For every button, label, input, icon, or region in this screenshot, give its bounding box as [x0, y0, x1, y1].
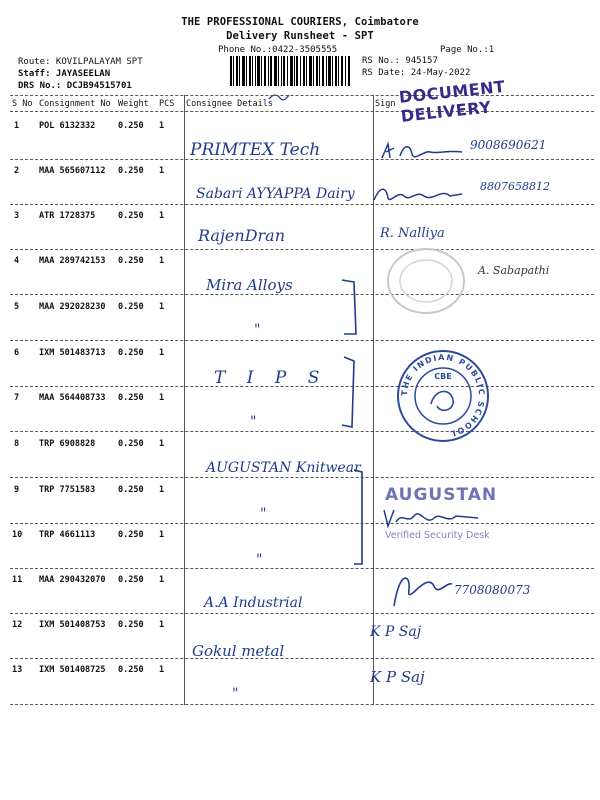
col-sign: Sign — [375, 99, 396, 109]
col-consignment: Consignment No — [39, 99, 111, 109]
col-consignee: Consignee Details — [186, 99, 273, 109]
signature-11 — [390, 572, 454, 612]
row-sno: 3 — [14, 211, 20, 221]
row-weight: 0.250 — [118, 620, 144, 630]
signature-4: A. Sabapathi — [478, 264, 550, 277]
row-sno: 12 — [12, 620, 23, 630]
row-pcs: 1 — [159, 575, 165, 585]
row-weight: 0.250 — [118, 121, 144, 131]
row-weight: 0.250 — [118, 256, 144, 266]
handwritten-consignee-4: Mira Alloys — [206, 276, 293, 294]
row-rule — [10, 340, 594, 341]
col-pcs: PCS — [159, 99, 175, 109]
faint-round-stamp — [385, 246, 467, 316]
phone-number: Phone No.:0422-3505555 — [218, 45, 338, 55]
row-pcs: 1 — [159, 348, 165, 358]
row-weight: 0.250 — [118, 665, 144, 675]
row-consignment: MAA 565607112 — [39, 166, 106, 176]
row-pcs: 1 — [159, 530, 165, 540]
row-weight: 0.250 — [118, 485, 144, 495]
row-sno: 6 — [14, 348, 20, 358]
row-rule — [10, 431, 594, 432]
row-pcs: 1 — [159, 393, 165, 403]
handwritten-consignee-3: RajenDran — [198, 226, 286, 245]
row-sno: 9 — [14, 485, 20, 495]
row-weight: 0.250 — [118, 575, 144, 585]
row-rule — [10, 477, 594, 478]
row-sno: 4 — [14, 256, 20, 266]
augustan-stamp: AUGUSTAN — [385, 485, 498, 505]
company-title: THE PROFESSIONAL COURIERS, Coimbatore — [181, 16, 419, 28]
page-number: Page No.:1 — [440, 45, 495, 55]
row-consignment: IXM 501483713 — [39, 348, 106, 358]
row-pcs: 1 — [159, 439, 165, 449]
document-delivery-stamp: DOCUMENT DELIVERY — [398, 76, 507, 126]
drs-number: DRS No.: DCJB94515701 — [18, 81, 132, 91]
row-consignment: POL 6132332 — [39, 121, 96, 131]
school-seal-code: CBE — [434, 372, 452, 381]
ditto-mark: " — [256, 552, 263, 568]
rs-date: RS Date: 24-May-2022 — [362, 68, 471, 78]
row-rule — [10, 294, 594, 295]
row-sno: 5 — [14, 302, 20, 312]
row-pcs: 1 — [159, 665, 165, 675]
row-pcs: 1 — [159, 485, 165, 495]
barcode — [230, 56, 352, 86]
row-consignment: TRP 7751583 — [39, 485, 96, 495]
row-weight: 0.250 — [118, 166, 144, 176]
row-consignment: IXM 501408753 — [39, 620, 106, 630]
row-weight: 0.250 — [118, 211, 144, 221]
row-pcs: 1 — [159, 211, 165, 221]
row-weight: 0.250 — [118, 530, 144, 540]
row-rule — [10, 204, 594, 205]
signature-3: R. Nalliya — [380, 226, 445, 241]
handwritten-consignee-1: PRIMTEX Tech — [190, 140, 321, 160]
row-consignment: MAA 289742153 — [39, 256, 106, 266]
rs-number: RS No.: 945157 — [362, 56, 438, 66]
row-sno: 11 — [12, 575, 23, 585]
handwritten-consignee-12: Gokul metal — [192, 642, 285, 660]
signature-8 — [382, 504, 482, 534]
ditto-mark: " — [232, 686, 239, 702]
row-weight: 0.250 — [118, 302, 144, 312]
svg-text:THE INDIAN PUBLIC SCHOOL — [400, 353, 486, 439]
row-sno: 10 — [12, 530, 23, 540]
verified-security-stamp: Verified Security Desk — [385, 530, 490, 541]
bracket-rows-8-10 — [352, 468, 368, 572]
col-sno: S No — [12, 99, 33, 109]
row-pcs: 1 — [159, 256, 165, 266]
ditto-mark: " — [254, 322, 261, 338]
handwritten-phone-11: 7708080073 — [454, 583, 531, 597]
handwritten-phone-2: 8807658812 — [480, 180, 550, 193]
signature-2 — [372, 184, 464, 210]
bracket-rows-6-7 — [340, 355, 360, 435]
row-weight: 0.250 — [118, 348, 144, 358]
school-seal — [395, 348, 491, 444]
row-consignment: ATR 1728375 — [39, 211, 96, 221]
col-weight: Weight — [118, 99, 149, 109]
signature-1 — [380, 140, 464, 168]
row-consignment: MAA 564408733 — [39, 393, 106, 403]
row-rule — [10, 704, 594, 705]
handwritten-consignee-2: Sabari AYYAPPA Dairy — [196, 186, 355, 202]
row-sno: 2 — [14, 166, 20, 176]
row-consignment: MAA 290432070 — [39, 575, 106, 585]
row-sno: 1 — [14, 121, 20, 131]
ditto-mark: " — [260, 506, 267, 522]
row-sno: 7 — [14, 393, 20, 403]
row-weight: 0.250 — [118, 439, 144, 449]
school-seal-text: THE INDIAN PUBLIC SCHOOL — [399, 352, 487, 439]
row-consignment: TRP 6908828 — [39, 439, 96, 449]
row-consignment: IXM 501408725 — [39, 665, 106, 675]
row-sno: 13 — [12, 665, 23, 675]
row-pcs: 1 — [159, 166, 165, 176]
handwritten-consignee-8: AUGUSTAN Knitwear — [206, 460, 361, 476]
bracket-rows-4-5 — [340, 278, 360, 342]
runsheet-title: Delivery Runsheet - SPT — [226, 30, 374, 42]
handwritten-consignee-11: A.A Industrial — [204, 595, 303, 611]
row-rule — [10, 613, 594, 614]
row-rule — [10, 523, 594, 524]
signature-13: K P Saj — [370, 668, 425, 686]
row-pcs: 1 — [159, 620, 165, 630]
row-sno: 8 — [14, 439, 20, 449]
route: Route: KOVILPALAYAM SPT — [18, 57, 143, 67]
ditto-mark: " — [250, 414, 257, 430]
row-consignment: TRP 4661113 — [39, 530, 96, 540]
row-consignment: MAA 292028230 — [39, 302, 106, 312]
handwritten-consignee-6: T I P S — [214, 368, 328, 388]
row-weight: 0.250 — [118, 393, 144, 403]
signature-12: K P Saj — [370, 624, 422, 640]
row-rule — [10, 568, 594, 569]
row-pcs: 1 — [159, 121, 165, 131]
row-rule — [10, 658, 594, 659]
handwritten-phone-1: 9008690621 — [470, 138, 547, 152]
row-pcs: 1 — [159, 302, 165, 312]
staff: Staff: JAYASEELAN — [18, 69, 111, 79]
row-rule — [10, 249, 594, 250]
